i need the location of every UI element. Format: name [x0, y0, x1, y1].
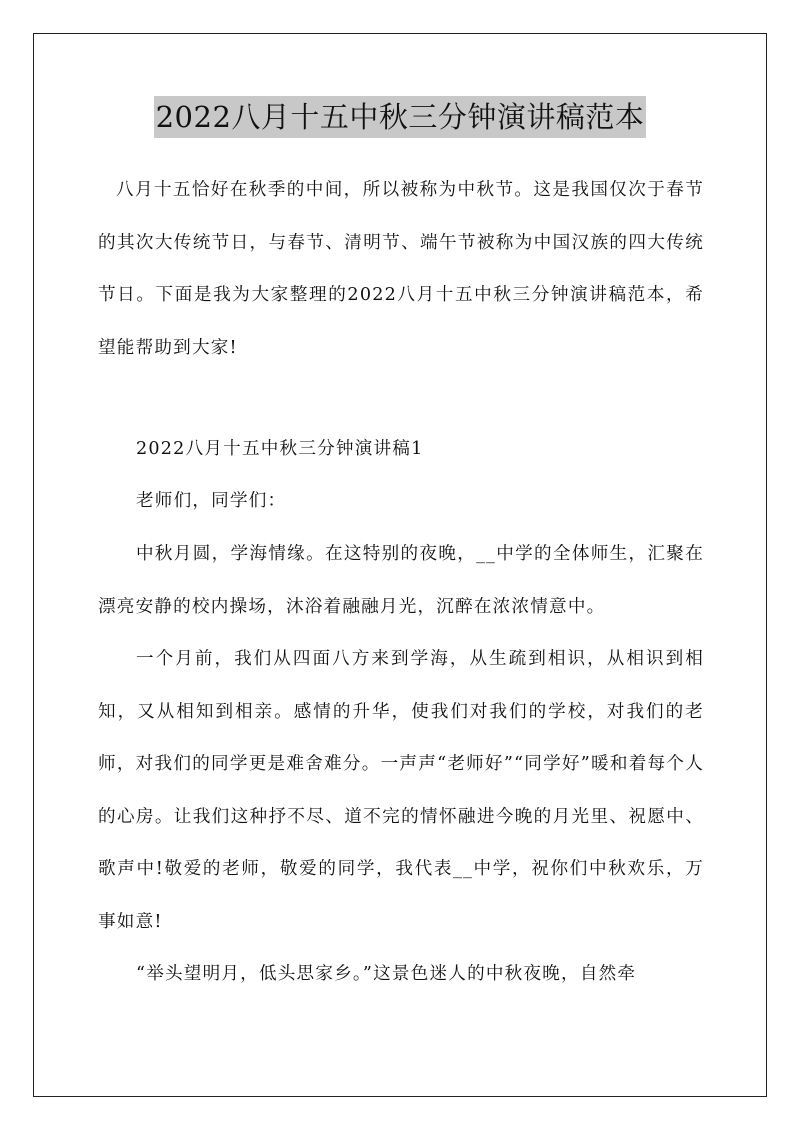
- section-heading: 2022八月十五中秋三分钟演讲稿1: [136, 439, 424, 459]
- body-paragraph-1: 中秋月圆，学海情缘。在这特别的夜晚，__中学的全体师生，汇聚在漂亮安静的校内操场，沐浴着融融月光，沉醉在浓浓情意中。: [98, 544, 704, 617]
- document-title: 2022八月十五中秋三分钟演讲稿范本: [154, 96, 647, 138]
- body-paragraph-3: “举头望明月，低头思家乡。”这景色迷人的中秋夜晚，自然牵: [136, 964, 637, 984]
- salutation: 老师们，同学们：: [136, 491, 287, 511]
- body-paragraph-2: 一个月前，我们从四面八方来到学海，从生疏到相识，从相识到相知，又从相知到相亲。感情的升华，使我们对我们的学校，对我们的老师，对我们的同学更是难舍难分。一声声“老师好”“同学好”暖和着每个人的心房。让我们这种抒不尽、道不完的情怀融进今晚的月光里、祝愿中、歌声中!敬爱的老师，敬爱的同学，我代表__中学，祝你们中秋欢乐，万事如意!: [98, 649, 704, 932]
- intro-paragraph: 八月十五恰好在秋季的中间，所以被称为中秋节。这是我国仅次于春节的其次大传统节日，与春节、清明节、端午节被称为中国汉族的四大传统节日。下面是我为大家整理的2022八月十五中秋三分钟演讲稿范本，希望能帮助到大家!: [98, 180, 704, 358]
- title-container: [0, 96, 800, 138]
